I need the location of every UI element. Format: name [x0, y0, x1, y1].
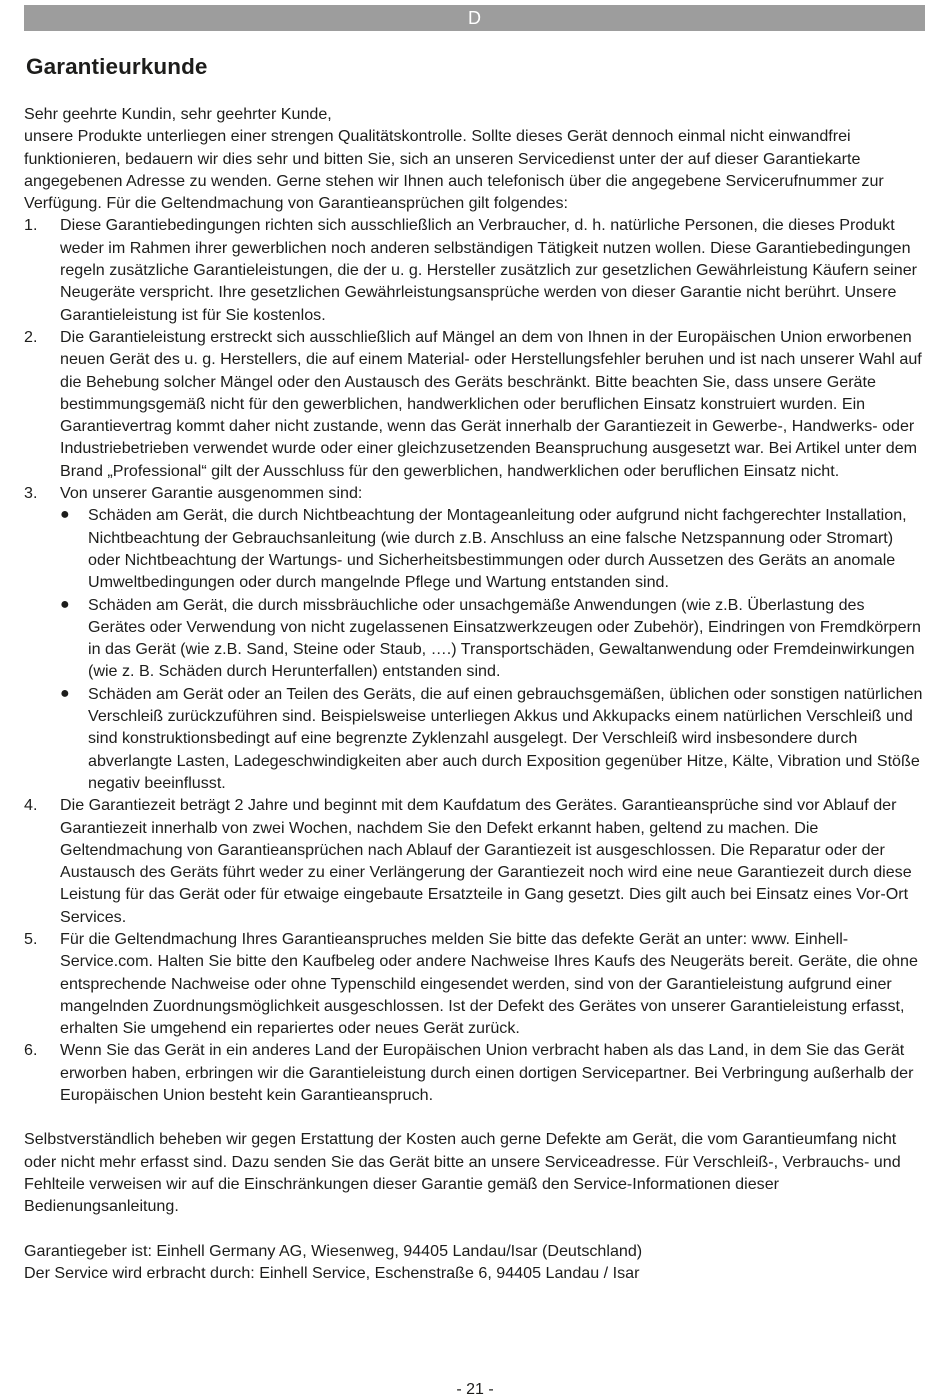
bullet-icon: ●	[60, 684, 70, 702]
condition-item	[24, 1039, 924, 1106]
intro-paragraph: unsere Produkte unterliegen einer strengen Qualitätskontrolle. Sollte dieses Gerät dennoch einmal nicht einwandfrei funktionieren, bedauern wir dies sehr und bitten Sie, sich an unseren Servicedienst unter der auf dieser Garantiekarte angegebenen Adresse zu wenden. Gerne stehen wir Ihnen auch telefonisch über die angegebene Servicerufnummer zur Verfügung. Für die Geltendmachung von Garantieansprüchen gilt folgendes:	[24, 127, 884, 213]
paragraph-spacer	[24, 1106, 924, 1128]
condition-number: 1.	[24, 216, 38, 235]
page-number: - 21 -	[456, 1381, 494, 1398]
condition-item	[24, 326, 924, 482]
language-header-bar	[24, 5, 925, 31]
condition-number: 5.	[24, 929, 38, 948]
condition-text: Für die Geltendmachung Ihres Garantieanspruches melden Sie bitte das defekte Gerät an unter: www. Einhell-Service.com. Halten Sie bitte den Kaufbeleg oder andere Nachweise Ihres Kaufs des Neugeräts bereit. Geräte, die ohne entsprechende Nachweise oder ohne Typenschild eingesendet werden, sind von der Garantieleistung aufgrund einer mangelnden Zuordnungsmöglichkeit ausgeschlossen. Ist der Defekt des Gerätes von unserer Garantieleistung erfasst, erhalten Sie umgehend ein repariertes oder neues Gerät zurück.	[60, 929, 918, 1038]
condition-item	[24, 214, 924, 325]
closing-paragraph: Selbstverständlich beheben wir gegen Erstattung der Kosten auch gerne Defekte am Gerät, die vom Garantieumfang nicht oder nicht mehr erfasst sind. Dazu senden Sie das Gerät bitte an unsere Serviceadresse. Für Verschleiß-, Verbrauchs- und Fehlteile verweisen wir auf die Einschränkungen dieser Garantie gemäß den Service-Informationen dieser Bedienungsanleitung.	[24, 1130, 901, 1216]
condition-text: Von unserer Garantie ausgenommen sind:	[60, 484, 363, 503]
condition-item	[24, 928, 924, 1039]
condition-text: Wenn Sie das Gerät in ein anderes Land der Europäischen Union verbracht haben als das Land, in dem Sie das Gerät erworben haben, erbringen wir die Garantieleistung durch einen dortigen Servicepartner. Bei Verbringung außerhalb der Europäischen Union besteht kein Garantieanspruch.	[60, 1041, 914, 1105]
condition-text: Diese Garantiebedingungen richten sich ausschließlich an Verbraucher, d. h. natürliche Personen, die dieses Produkt weder im Rahmen ihrer gewerblichen noch anderen selbständigen Tätigkeit nutzen wollen. Diese Garantiebedingungen regeln zusätzliche Garantieleistungen, die der u. g. Hersteller zusätzlich zur gesetzlichen Gewährleistung Käufern seiner Neugeräte verspricht. Ihre gesetzlichen Gewährleistungsansprüche werden von dieser Garantie nicht berührt. Unsere Garantieleistung ist für Sie kostenlos.	[60, 216, 918, 324]
guarantor-line: Garantiegeber ist: Einhell Germany AG, Wiesenweg, 94405 Landau/Isar (Deutschland)	[24, 1241, 643, 1260]
condition-number: 3.	[24, 484, 38, 503]
exclusion-item	[60, 594, 924, 683]
condition-item	[24, 482, 924, 794]
exclusion-text: Schäden am Gerät oder an Teilen des Geräts, die auf einen gebrauchsgemäßen, üblichen oder sonstigen natürlichen Verschleiß zurückzuführen sind. Beispielsweise unterliegen Akkus und Akkupacks einem natürlichen Verschleiß und sind konstruktionsbedingt auf eine begrenzte Zyklenzahl ausgelegt. Der Verschleiß wird insbesondere durch abverlangte Lasten, Ladegeschwindigkeiten aber auch durch Exposition gegenüber Hitze, Kälte, Vibration und Stöße negativ beeinflusst.	[88, 684, 923, 792]
bullet-icon: ●	[60, 506, 70, 524]
exclusion-text: Schäden am Gerät, die durch Nichtbeachtung der Montageanleitung oder aufgrund nicht fachgerechter Installation, Nichtbeachtung der Gebrauchsanleitung (wie durch z.B. Anschluss an eine falsche Netzspannung oder Stromart) oder Nichtbeachtung der Wartungs- und Sicherheitsbestimmungen oder durch Aussetzen des Geräts an anomale Umweltbedingungen oder durch mangelnde Pflege und Wartung entstanden sind.	[88, 506, 907, 592]
warranty-content	[24, 103, 924, 1284]
condition-number: 6.	[24, 1041, 38, 1060]
warranty-conditions-list	[24, 214, 924, 1106]
service-line: Der Service wird erbracht durch: Einhell Service, Eschenstraße 6, 94405 Landau / Isar	[24, 1263, 640, 1282]
paragraph-spacer	[24, 1218, 924, 1240]
exclusion-text: Schäden am Gerät, die durch missbräuchliche oder unsachgemäße Anwendungen (wie z.B. Überlastung des Gerätes oder Verwendung von nicht zugelassenen Einsatzwerkzeugen oder Zubehör), Eindringen von Fremdkörpern in das Gerät (wie z.B. Sand, Steine oder Staub, ….) Transportschäden, Gewaltanwendung oder Fremdeinwirkungen (wie z. B. Schäden durch Herunterfallen) entstanden sind.	[88, 595, 921, 681]
salutation: Sehr geehrte Kundin, sehr geehrter Kunde,	[24, 105, 332, 123]
exclusions-list	[60, 504, 924, 794]
condition-number: 4.	[24, 796, 38, 815]
condition-text: Die Garantiezeit beträgt 2 Jahre und beginnt mit dem Kaufdatum des Gerätes. Garantieansprüche sind vor Ablauf der Garantiezeit innerhalb von zwei Wochen, nachdem Sie den Defekt erkannt haben, geltend zu machen. Die Geltendmachung von Garantieansprüchen nach Ablauf der Garantiezeit ist ausgeschlossen. Die Reparatur oder der Austausch des Geräts führt weder zu einer Verlängerung der Garantiezeit noch wird eine neue Garantiezeit durch diese Leistung für das Gerät oder für etwaige eingebaute Ersatzteile in Gang gesetzt. Dies gilt auch bei Einsatz eines Vor-Ort Services.	[60, 796, 912, 926]
exclusion-item	[60, 504, 924, 593]
condition-item	[24, 794, 924, 928]
bullet-icon: ●	[60, 595, 70, 613]
condition-text: Die Garantieleistung erstreckt sich ausschließlich auf Mängel an dem von Ihnen in der Europäischen Union erworbenen neuen Gerät des u. g. Herstellers, die auf einem Material- oder Herstellungsfehler beruhen und ist nach unserer Wahl auf die Behebung solcher Mängel oder den Austausch des Geräts beschränkt. Bitte beachten Sie, dass unsere Geräte bestimmungsgemäß nicht für den gewerblichen, handwerklichen oder beruflichen Einsatz konstruiert wurden. Ein Garantievertrag kommt daher nicht zustande, wenn das Gerät innerhalb der Garantiezeit in Gewerbe-, Handwerks- oder Industriebetrieben verwendet wurde oder einer gleichzusetzenden Beanspruchung ausgesetzt war. Bei Artikel unter dem Brand „Professional“ gilt der Ausschluss für den gewerblichen, handwerklichen oder beruflichen Einsatz nicht.	[60, 327, 922, 480]
exclusion-item	[60, 683, 924, 794]
language-code: D	[468, 8, 481, 28]
condition-number: 2.	[24, 327, 38, 346]
page-title: Garantieurkunde	[26, 54, 208, 79]
